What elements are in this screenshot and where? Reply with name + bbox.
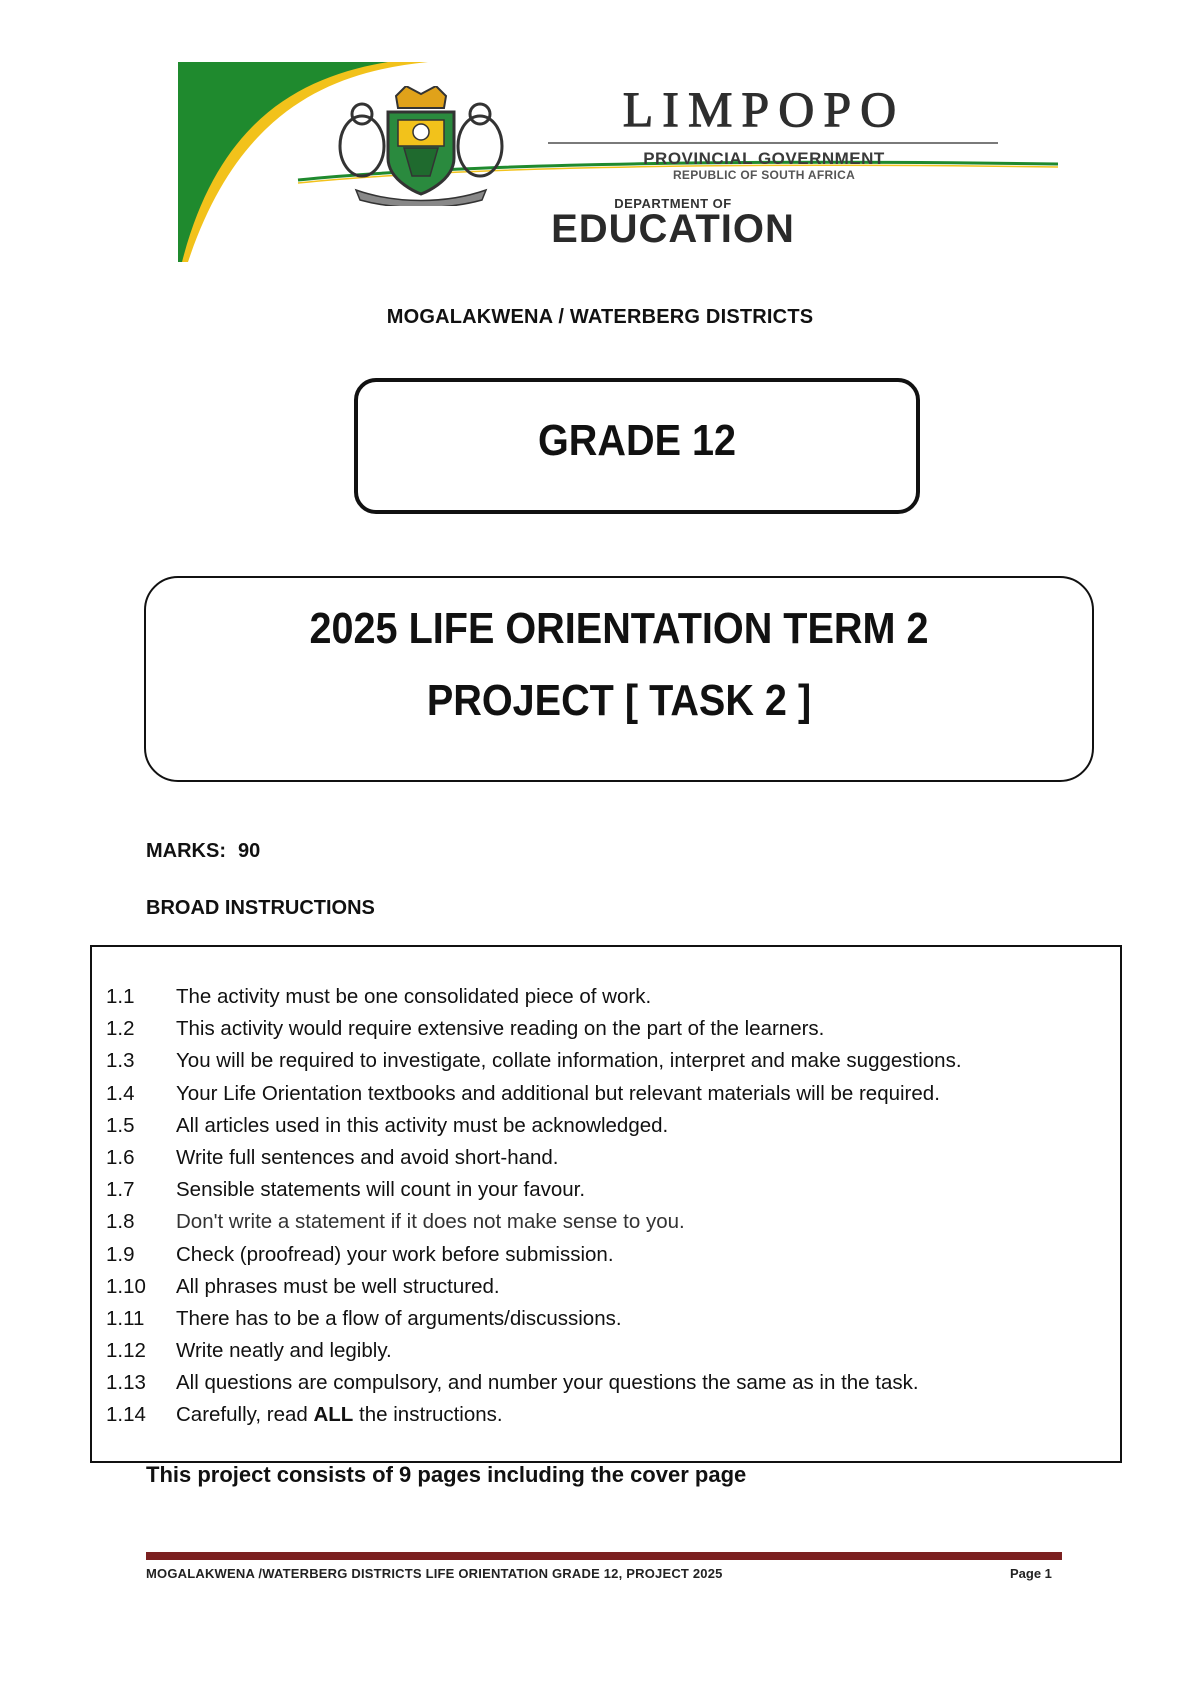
instruction-text: Check (proofread) your work before submission. [176,1242,614,1266]
district-heading: MOGALAKWENA / WATERBERG DISTRICTS [386,306,814,328]
instruction-text: All phrases must be well structured. [176,1274,500,1298]
instruction-number: 1.4 [106,1081,135,1105]
page-count-note: This project consists of 9 pages including the cover page [146,1462,747,1487]
grade-box [354,378,920,514]
instruction-text-after: the instructions. [353,1403,503,1427]
instruction-text: You will be required to investigate, collate information, interpret and make suggestions. [176,1049,962,1073]
instructions-list [106,981,962,1432]
instruction-text: There has to be a flow of arguments/discussions. [176,1306,622,1330]
instructions-heading: BROAD INSTRUCTIONS [146,897,375,919]
instruction-item [106,1335,962,1367]
instruction-text: The activity must be one consolidated piece of work. [176,985,652,1008]
marks-line [146,840,260,863]
instruction-text: All articles used in this activity must be acknowledged. [176,1113,669,1137]
instruction-item [106,1078,962,1110]
republic-subtitle: REPUBLIC OF SOUTH AFRICA [672,168,856,182]
instruction-item [106,1271,962,1303]
footer-rule [146,1552,1062,1560]
instruction-number: 1.3 [106,1049,135,1073]
letterhead [178,62,1058,262]
instruction-item [106,1174,962,1206]
title-box [144,576,1094,782]
instruction-text: Don't write a statement if it does not make sense to you. [176,1210,685,1234]
instruction-item [106,1303,962,1335]
marks-value: 90 [238,840,261,862]
instruction-text-bold: ALL [313,1403,354,1427]
grade-label: GRADE 12 [537,416,737,465]
instruction-text-before: Carefully, read [176,1403,314,1427]
instruction-text: Sensible statements will count in your favour. [176,1178,586,1202]
instruction-item [106,1399,962,1431]
instruction-item [106,1367,962,1399]
instruction-text [176,1399,503,1431]
instruction-number: 1.14 [106,1403,146,1427]
instruction-item [106,1239,962,1271]
instructions-box [90,945,1122,1463]
instruction-number: 1.11 [106,1306,145,1330]
instruction-item [106,1045,962,1077]
instruction-item [106,1206,962,1238]
instruction-text: Your Life Orientation textbooks and additional but relevant materials will be required. [176,1081,940,1105]
instruction-text: Write full sentences and avoid short-hand. [176,1145,559,1169]
instruction-number: 1.10 [106,1274,146,1298]
instruction-number: 1.7 [106,1178,135,1202]
instruction-text: This activity would require extensive reading on the part of the learners. [176,1017,825,1041]
instruction-number: 1.5 [106,1113,135,1137]
footer-text: MOGALAKWENA /WATERBERG DISTRICTS LIFE ORIENTATION GRADE 12, PROJECT 2025 [146,1566,723,1581]
instruction-number: 1.6 [106,1145,135,1169]
instruction-item [106,1110,962,1142]
instruction-item [106,981,962,1013]
department-name: EDUCATION [551,207,795,251]
title-line-1: 2025 LIFE ORIENTATION TERM 2 [309,604,929,653]
instruction-text: All questions are compulsory, and number your questions the same as in the task. [176,1371,919,1395]
instruction-item [106,1013,962,1045]
coat-of-arms-icon [326,86,516,206]
marks-label: MARKS: [146,840,226,862]
instruction-number: 1.9 [106,1242,135,1266]
instruction-number: 1.8 [106,1210,135,1234]
instruction-number: 1.1 [106,985,135,1008]
footer-page-number: Page 1 [1010,1566,1052,1581]
instruction-number: 1.13 [106,1371,146,1395]
province-title: LIMPOPO [622,81,906,137]
instruction-number: 1.12 [106,1339,146,1363]
government-subtitle: PROVINCIAL GOVERNMENT [643,149,885,168]
instruction-number: 1.2 [106,1017,135,1041]
instruction-text: Write neatly and legibly. [176,1339,392,1363]
instruction-item [106,1142,962,1174]
department-of-label: DEPARTMENT OF [614,196,732,211]
title-line-2: PROJECT [ TASK 2 ] [426,676,812,725]
